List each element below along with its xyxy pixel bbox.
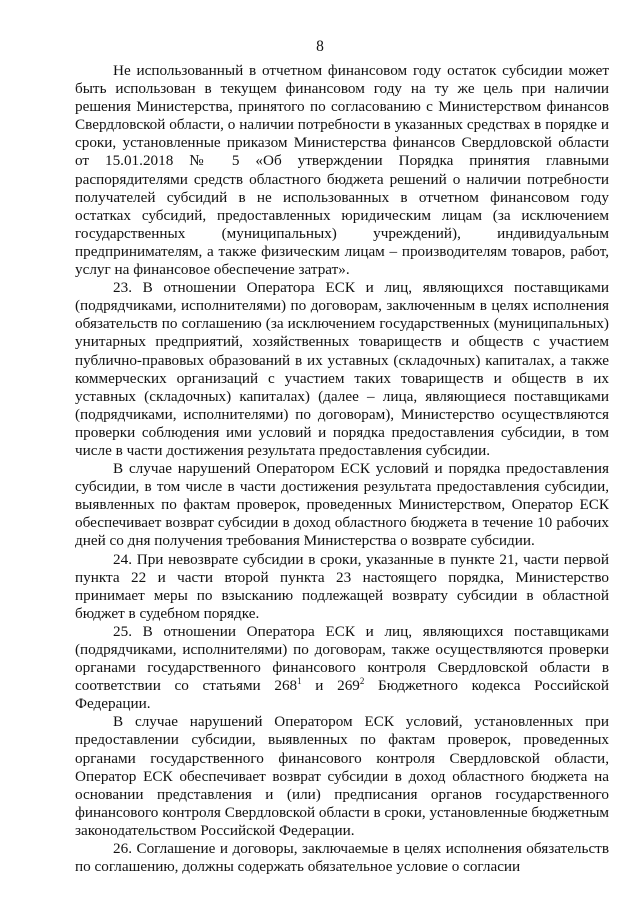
paragraph-25-text-before: 25. В отношении Оператора ЕСК и лиц, являющихся поставщиками (подрядчиками, исполнителями) по договорам, также осуществляются проверки органами государственного финансового контроля Свердловской области в соответствии со статьями 268 [75, 622, 609, 695]
paragraph-26: 26. Соглашение и договоры, заключаемые в целях исполнения обязательств по соглашению, должны содержать обязательное условие о согласии [75, 840, 609, 876]
paragraph-25-violation: В случае нарушений Оператором ЕСК условий, установленных при предоставлении субсидии, выявленных по фактам проверок, проведенных органами государственного финансового контроля Свердловской области, Оператор ЕСК обеспечивает возврат субсидии в доход областного бюджета на основании представления и (или) предписания органов государственного финансового контроля Свердловской области в сроки, установленные бюджетным законодательством Российской Федерации. [75, 713, 610, 839]
article-269-superscript: 2 [359, 676, 365, 687]
paragraph-subsidy-remainder: Не использованный в отчетном финансовом году остаток субсидии может быть использован в текущем финансовом году на ту же цель при наличии решения Министерства, принятого по согласованию с Министерством финансов Свердловской области, о наличии потребности в указанных средствах в порядке и сроки, установленные приказом Министерства финансов Свердловской области от 15.01.2018 № 5 «Об утверждении Порядка принятия главными распорядителями средств областного бюджета решений о наличии потребности получателей субсидий в не использованных в отчетном финансовом году остатках субсидий, предоставленных юридическим лицам (за исключением государственных (муниципальных) учреждений), индивидуальным предпринимателям, а также физическим лицам – производителям товаров, работ, услуг на финансовое обеспечение затрат». [75, 62, 609, 279]
paragraph-25-text-after: Бюджетного кодекса Российской Федерации. [75, 677, 609, 713]
page-number: 8 [316, 38, 324, 55]
paragraph-25-text-middle: и 269 [301, 677, 360, 695]
paragraph-23-violation: В случае нарушений Оператором ЕСК условий и порядка предоставления субсидии, в том числе в части достижения результата предоставления субсидии, выявленных по фактам проверок, проведенных Министерством, Оператор ЕСК обеспечивает возврат субсидии в доход областного бюджета в течение 10 рабочих дней со дня получения требования Министерства о возврате субсидии. [75, 460, 609, 550]
document-body [75, 62, 609, 876]
paragraph-23: 23. В отношении Оператора ЕСК и лиц, являющихся поставщиками (подрядчиками, исполнителями) по договорам, заключенным в целях исполнения обязательств по соглашению (за исключением государственных (муниципальных) унитарных предприятий, хозяйственных товариществ и обществ с участием публично-правовых образований в их уставных (складочных) капиталах, а также коммерческих организаций с участием таких товариществ и обществ в их уставных (складочных) капиталах) (далее – лица, являющиеся поставщиками (подрядчиками, исполнителями) по договорам), Министерство осуществляются проверки соблюдения ими условий и порядка предоставления субсидии, в том числе в части достижения результата предоставления субсидии. [75, 279, 609, 459]
paragraph-25 [75, 623, 609, 713]
paragraph-24: 24. При невозврате субсидии в сроки, указанные в пункте 21, части первой пункта 22 и части второй пункта 23 настоящего порядка, Министерство принимает меры по взысканию подлежащей возврату субсидии в областной бюджет в судебном порядке. [75, 550, 609, 622]
article-268-superscript: 1 [297, 676, 302, 687]
